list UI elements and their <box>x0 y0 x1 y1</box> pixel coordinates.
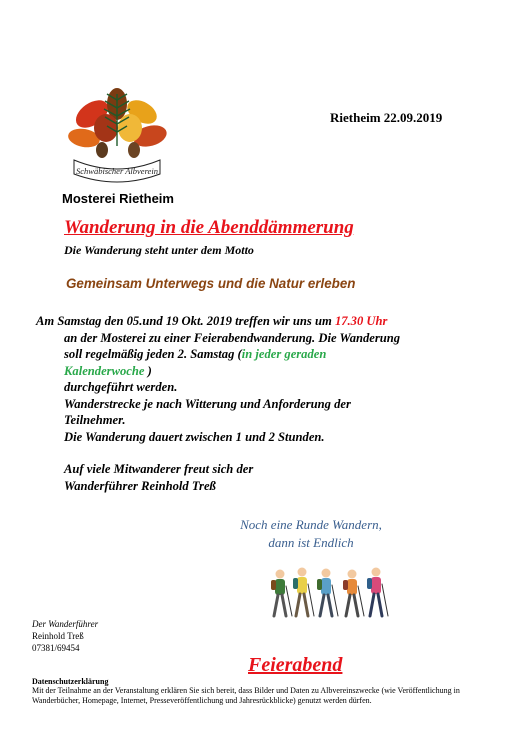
paragraph-line-1 <box>36 313 387 329</box>
paragraph-line-5: durchgeführt werden. <box>64 380 178 394</box>
organization-name: Mosterei Rietheim <box>62 191 174 206</box>
feierabend-heading: Feierabend <box>248 654 343 676</box>
paragraph-line-8: Die Wanderung dauert zwischen 1 und 2 Stunden. <box>64 430 325 444</box>
paragraph-line-2: an der Mosterei zu einer Feierabendwanderung. Die Wanderung <box>64 331 401 345</box>
paragraph-line-7: Teilnehmer. <box>64 413 126 427</box>
paragraph-line-4-text: ) <box>144 364 152 378</box>
closing-line-1: Auf viele Mitwanderer freut sich der <box>64 462 254 476</box>
signer-name: Reinhold Treß <box>32 631 84 641</box>
signer-role: Der Wanderführer <box>32 619 99 629</box>
hiking-group-illustration <box>268 564 400 626</box>
paragraph-line-1-text: Am Samstag den 05.und 19 Okt. 2019 treffen wir uns um <box>36 314 335 328</box>
albverein-logo <box>62 86 172 196</box>
event-title: Wanderung in die Abenddämmerung <box>64 217 354 238</box>
meeting-time: 17.30 Uhr <box>334 314 388 328</box>
motto-intro: Die Wanderung steht unter dem Motto <box>64 243 254 257</box>
paragraph-line-6: Wanderstrecke je nach Witterung und Anforderung der <box>64 397 351 411</box>
slogan-line-2: dann ist Endlich <box>268 535 354 550</box>
schedule-note: in jeder geraden <box>241 347 327 361</box>
place-date: Rietheim 22.09.2019 <box>330 110 443 125</box>
paragraph-line-4 <box>64 363 152 379</box>
privacy-text: Mit der Teilnahme an der Veranstaltung erklären Sie sich bereit, dass Bilder und Daten zu Albvereinszwecke (wie Veröffentlichung in Wanderbücher, Homepage, Internet, Presseveröffentlichung und Jahresrückblicke) genutzt werden dürfen. <box>32 686 460 705</box>
logo-banner-text: Schwäbischer Albverein <box>76 166 158 176</box>
closing-line-2: Wanderführer Reinhold Treß <box>64 479 216 493</box>
slogan-line-1: Noch eine Runde Wandern, <box>240 517 382 532</box>
paragraph-line-3-text: soll regelmäßig jeden 2. Samstag ( <box>64 347 242 361</box>
signer-phone: 07381/69454 <box>32 643 80 653</box>
paragraph-line-3 <box>64 346 326 362</box>
motto: Gemeinsam Unterwegs und die Natur erleben <box>66 276 356 291</box>
schedule-note-cont: Kalenderwoche <box>64 364 145 378</box>
slogan <box>226 516 396 552</box>
privacy-title: Datenschutzerklärung <box>32 677 109 686</box>
